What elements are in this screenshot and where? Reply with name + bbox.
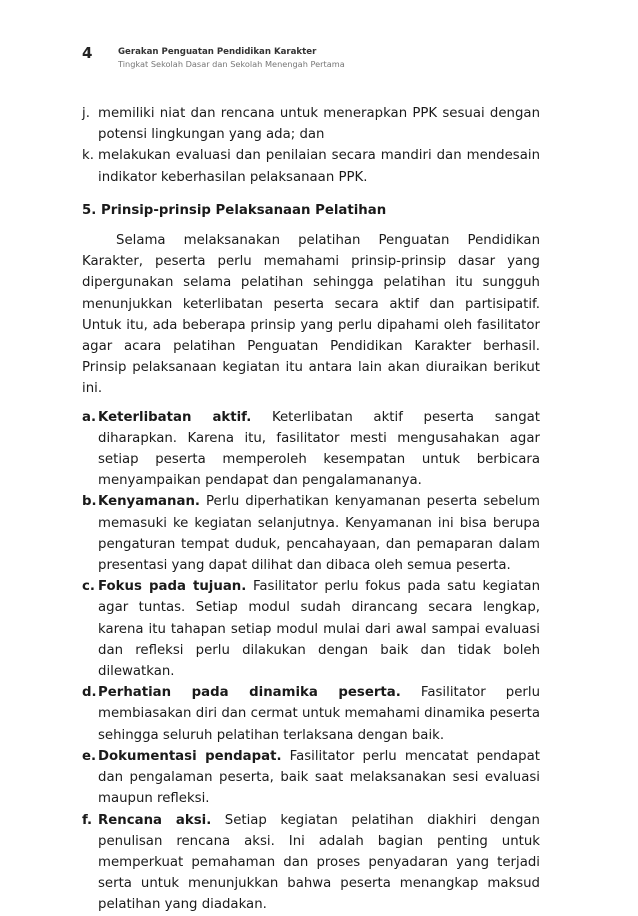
list-item-text: memiliki niat dan rencana untuk menerapkan PPK sesuai dengan potensi lingkungan yang ada; dan <box>98 106 540 143</box>
section-number: 5. <box>82 202 97 218</box>
list-item-text: melakukan evaluasi dan penilaian secara mandiri dan mendesain indikator keberhasilan pelaksanaan PPK. <box>98 148 540 185</box>
list-item <box>82 103 540 145</box>
principle-label: a. <box>82 409 97 425</box>
principle-label: b. <box>82 494 97 510</box>
section-title: Prinsip-prinsip Pelaksanaan Pelatihan <box>101 202 387 218</box>
principle-term: Perhatian pada dinamika peserta. <box>98 685 401 701</box>
principle-item <box>82 682 540 746</box>
principle-text: Setiap kegiatan pelatihan diakhiri dengan penulisan rencana aksi. Ini adalah bagian penting untuk memperkuat pemahaman dan proses penyadaran yang terjadi serta untuk menunjukkan bahwa peserta menangkap maksud pelatihan yang diadakan. <box>98 812 540 913</box>
principle-label: c. <box>82 579 95 595</box>
principle-label: e. <box>82 748 97 764</box>
page-number: 4 <box>82 44 93 62</box>
intro-paragraph: Selama melaksanakan pelatihan Penguatan Pendidikan Karakter, peserta perlu memahami prinsip-prinsip dasar yang dipergunakan selama pelatihan sehingga pelatihan itu sungguh menunjukkan keterlibatan peserta secara aktif dan partisipatif. Untuk itu, ada beberapa prinsip yang perlu dipahami oleh fasilitator agar acara pelatihan Penguatan Pendidikan Karakter berhasil. Prinsip pelaksanaan kegiatan itu antara lain akan diuraikan berikut ini. <box>82 233 540 397</box>
principle-term: Dokumentasi pendapat. <box>98 748 282 764</box>
principle-text: Fasilitator perlu fokus pada satu kegiatan agar tuntas. Setiap modul sudah dirancang secara lengkap, karena itu tahapan setiap modul mulai dari awal sampai evaluasi dan refleksi perlu dilakukan dengan baik dan tidak boleh dilewatkan. <box>98 579 540 680</box>
list-item <box>82 145 540 187</box>
running-subtitle: Tingkat Sekolah Dasar dan Sekolah Menengah Pertama <box>118 59 345 69</box>
principle-text: Keterlibatan aktif peserta sangat diharapkan. Karena itu, fasilitator mesti mengusahakan agar setiap peserta memperoleh kesempatan untuk berbicara menyampaikan pendapat dan pengalamananya. <box>98 409 540 489</box>
principle-text: Perlu diperhatikan kenyamanan peserta sebelum memasuki ke kegiatan selanjutnya. Kenyamanan ini bisa berupa pengaturan tempat duduk, pencahayaan, dan pemaparan dalam presentasi yang dapat dilihat dan dibaca oleh semua peserta. <box>98 494 540 574</box>
principle-item <box>82 576 540 682</box>
principle-item <box>82 491 540 576</box>
principle-term: Rencana aksi. <box>98 812 212 828</box>
page-body <box>82 103 540 916</box>
principle-term: Fokus pada tujuan. <box>98 579 247 595</box>
principle-term: Keterlibatan aktif. <box>98 409 252 425</box>
list-item-label: k. <box>82 148 94 164</box>
principle-label: d. <box>82 685 97 701</box>
principle-label: f. <box>82 812 93 828</box>
principle-item <box>82 810 540 916</box>
principle-text: Fasilitator perlu mencatat pendapat dan pengalaman peserta, baik saat melaksanakan sesi evaluasi maupun refleksi. <box>98 748 540 807</box>
principle-item <box>82 407 540 492</box>
list-item-label: j. <box>82 106 90 121</box>
section-heading <box>82 200 540 221</box>
principle-item <box>82 746 540 810</box>
principle-term: Kenyamanan. <box>98 494 200 510</box>
principle-text: Fasilitator perlu membiasakan diri dan cermat untuk memahami dinamika peserta sehingga seluruh pelatihan terlaksana dengan baik. <box>98 685 541 743</box>
running-title: Gerakan Penguatan Pendidikan Karakter <box>118 47 317 57</box>
